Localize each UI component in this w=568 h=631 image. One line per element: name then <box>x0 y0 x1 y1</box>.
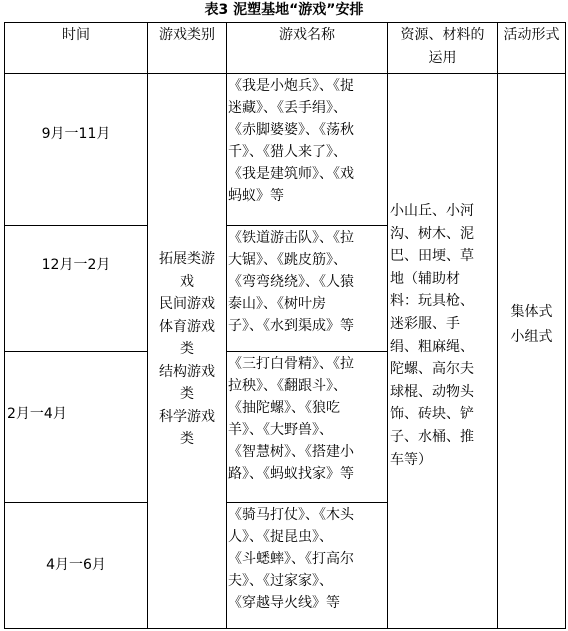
row-divider-2-time <box>4 351 147 352</box>
time-row-4: 4月一6月 <box>46 557 106 573</box>
header-category: 游戏类别 <box>159 27 215 43</box>
time-row-1: 9月一11月 <box>41 126 111 142</box>
time-row-2: 12月一2月 <box>41 257 111 273</box>
header-time: 时间 <box>62 27 90 43</box>
col-line-5 <box>565 22 566 629</box>
table-border-top <box>4 22 566 23</box>
table-border-bottom <box>4 628 566 629</box>
header-resources: 资源、材料的 运用 <box>400 27 485 66</box>
header-divider <box>4 73 566 74</box>
game-list-row-1: 《我是小炮兵》、《捉 迷藏》、《丢手绢》、 《赤脚婆婆》、《荡秋 千》、《猎人来了》、 《我是建筑师》、《戏 蚂蚁》等 <box>228 78 354 204</box>
col-line-0 <box>4 22 5 629</box>
game-list-row-2: 《铁道游击队》、《拉 大锯》、《跳皮筋》、 《弯弯绕绕》、《人猿 泰山》、《树叶房 子》、《水到渠成》等 <box>228 230 354 334</box>
header-game-name: 游戏名称 <box>279 27 335 43</box>
game-category: 拓展类游 戏 民间游戏 体育游戏 类 结构游戏 类 科学游戏 类 <box>159 251 215 447</box>
row-divider-3-games <box>226 502 387 503</box>
activity-form: 集体式 小组式 <box>510 304 553 345</box>
header-activity-form: 活动形式 <box>503 27 560 43</box>
row-divider-2-games <box>226 351 387 352</box>
game-list-row-3: 《三打白骨精》、《拉 拉秧》、《翻跟斗》、 《抽陀螺》、《狼吃 羊》、《大野兽》、 《智慧树》、《搭建小 路》、《蚂蚁找家》等 <box>228 356 354 482</box>
resources-materials: 小山丘、小河 沟、树木、泥 巴、田埂、草 地（辅助材 料：玩具枪、 迷彩服、手 绢、粗麻绳、 陀螺、高尔夫 球棍、动物头 饰、砖块、铲 子、水桶、推 车等） <box>390 203 474 468</box>
game-list-row-4: 《骑马打仗》、《木头 人》、《捉昆虫》、 《斗蟋蟀》、《打高尔 夫》、《过家家》、 《穿越导火线》等 <box>228 507 354 611</box>
row-divider-1-games <box>226 225 387 226</box>
time-row-3: 2月一4月 <box>7 406 67 422</box>
row-divider-1-time <box>4 225 147 226</box>
row-divider-3-time <box>4 502 147 503</box>
table-caption: 表3 泥塑基地“游戏”安排 <box>204 2 364 18</box>
